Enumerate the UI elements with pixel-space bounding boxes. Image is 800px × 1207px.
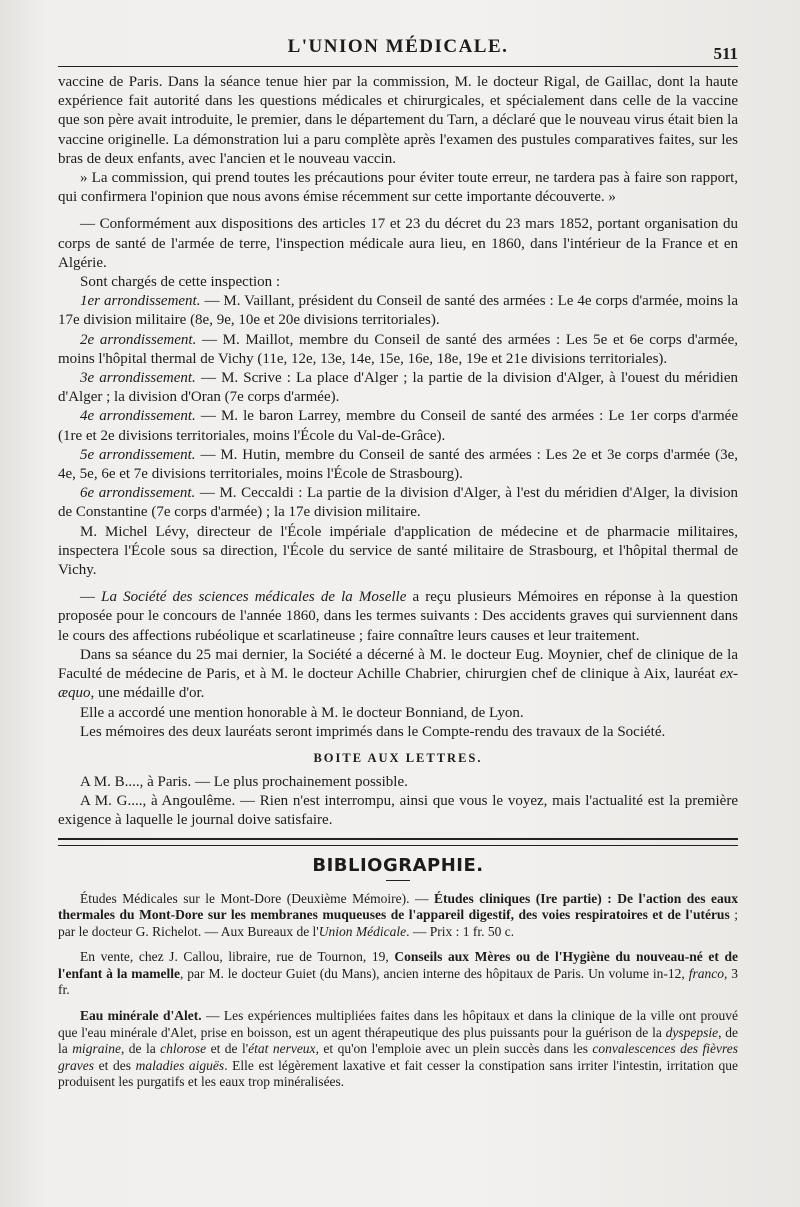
paragraph-memoires: Les mémoires des deux lauréats seront imprimés dans le Compte-rendu des travaux de la Société. xyxy=(80,723,666,740)
paragraph-award xyxy=(58,646,738,704)
bibliography-entry-hygiene xyxy=(58,949,738,999)
arrondissement-label: 4e arrondissement. xyxy=(80,408,196,425)
entry-title: Conseils aux Mères ou de l'Hygiène du nouveau-né et de l'enfant à la mamelle xyxy=(58,949,738,981)
entry-italic: état nerveux xyxy=(248,1041,316,1057)
entry-text: , de la xyxy=(120,1041,161,1057)
main-text xyxy=(58,73,738,742)
section-divider xyxy=(58,838,738,846)
page-number: 511 xyxy=(713,44,738,63)
entry-text: . Elle est légèrement laxative et fait cesser la constipation sans irriter l'intestin, irritation que produisent les purgatifs et les eaux trop minéralisées. xyxy=(58,1057,738,1090)
arrondissement-label: 2e arrondissement. xyxy=(80,331,197,348)
letter-2: A M. G...., à Angoulême. — Rien n'est interrompu, ainsi que vous le voyez, mais l'actualité est la première exigence à laquelle le journal doive satisfaire. xyxy=(58,793,738,829)
arrondissement-text: — M. Maillot, membre du Conseil de santé des armées : Les 5e et 6e corps d'armée, moins l'hôpital thermal de Vichy (11e, 12e, 13e, 14e, 15e, 16e, 18e, 19e et 21e divisions territoriales). xyxy=(58,331,738,367)
arrondissement-text: — M. Scrive : La place d'Alger ; la partie de la division d'Alger, à l'ouest du méridien d'Alger ; la division d'Oran (7e corps d'armée). xyxy=(58,370,738,406)
paragraph-decree: — Conformément aux dispositions des articles 17 et 23 du décret du 23 mars 1852, portant organisation du corps de santé de l'armée de terre, l'inspection médicale aura lieu, en 1860, dans l'intérieur de la France et en Algérie. xyxy=(58,216,738,271)
entry-italic: franco xyxy=(688,965,724,981)
letter-1: A M. B...., à Paris. — Le plus prochainement possible. xyxy=(80,773,408,790)
bibliography-entry-mont-dore xyxy=(58,891,738,941)
entry-text: , par M. le docteur Guiet (du Mans), ancien interne des hôpitaux de Paris. Un volume in-12, xyxy=(180,965,689,981)
arrondissement-text: — M. Ceccaldi : La partie de la division d'Alger, à l'est du méridien d'Alger, la division de Constantine (7e corps d'armée) ; la 17e division militaire. xyxy=(58,485,738,521)
paragraph-moselle-text: a reçu plusieurs Mémoires en réponse à la question proposée pour le concours de l'année 1860, dans les termes suivants : Des accidents graves qui surviennent dans le cours des affections rubéolique et scarlatineuse ; faire connaître leurs causes et leur traitement. xyxy=(58,589,739,644)
entry-italic: migraine xyxy=(72,1041,121,1057)
entry-italic: maladies aiguës xyxy=(135,1057,225,1073)
entry-text: et des xyxy=(94,1057,136,1073)
letters-section xyxy=(58,773,738,831)
entry-text: , et qu'on l'emploie avec un plein succès dans les xyxy=(315,1041,593,1057)
paragraph-vaccine: vaccine de Paris. Dans la séance tenue hier par la commission, M. le docteur Rigal, de Gaillac, dont la haute expérience fait autorité dans les questions médicales et chirurgicales, et spécialement dans celle de la vaccine que son père avait introduite, le premier, dans le département du Tarn, a déclaré que le nouveau virus était bien la vaccine originelle. La démonstration lui a paru complète après l'examen des pustules comparatives faites, sur les bras de deux enfants, avec l'ancien et le nouveau vaccin. xyxy=(58,74,738,167)
arrondissement-5 xyxy=(58,446,738,484)
arrondissement-label: 5e arrondissement. xyxy=(80,446,196,463)
entry-title: Études cliniques (Ire partie) : De l'action des eaux thermales du Mont-Dore sur les membranes muqueuses de l'appareil digestif, des voies respiratoires et de l'utérus xyxy=(58,890,739,923)
award-text-a: Dans sa séance du 25 mai dernier, la Société a décerné à M. le docteur Eug. Moynier, chef de clinique de la Faculté de médecine de Paris, et à M. le docteur Achille Chabrier, chirurgien chef de clinique à Aix, lauréat xyxy=(58,646,738,683)
arrondissement-text: — M. Hutin, membre du Conseil de santé des armées : Les 2e et 3e corps d'armée (3e, 4e, 5e, 6e et 7e divisions territoriales, moins l'École de Strasbourg). xyxy=(58,446,738,483)
entry-italic: convalescences des fièvres graves xyxy=(58,1041,738,1073)
society-name: La Société des sciences médicales de la Moselle xyxy=(101,589,407,606)
entry-text: ; par le docteur G. Richelot. — Aux Bureaux de l' xyxy=(58,907,738,939)
heading-rule xyxy=(386,880,410,881)
bibliography-entry-alet xyxy=(58,1008,738,1091)
entry-series: Études Médicales sur le Mont-Dore xyxy=(80,890,282,906)
arrondissement-4 xyxy=(58,407,738,445)
arrondissement-6 xyxy=(58,484,738,522)
letters-heading: BOITE AUX LETTRES. xyxy=(313,750,483,765)
entry-price: , 3 fr. xyxy=(58,965,739,998)
entry-text: (Deuxième Mémoire). — xyxy=(281,890,435,906)
arrondissement-2 xyxy=(58,331,738,369)
entry-title: Eau minérale d'Alet. xyxy=(80,1008,202,1024)
arrondissement-text: — M. Vaillant, président du Conseil de santé des armées : Le 4e corps d'armée, moins la 17e division militaire (8e, 9e, 10e et 20e divisions territoriales). xyxy=(58,293,738,329)
bibliography-section xyxy=(58,891,738,1092)
bibliography-heading: BIBLIOGRAPHIE. xyxy=(312,854,484,876)
arrondissement-text: — M. le baron Larrey, membre du Conseil de santé des armées : Le 1er corps d'armée (1re et 2e divisions territoriales, moins l'École du Val-de-Grâce). xyxy=(58,408,738,444)
paragraph-commission: » La commission, qui prend toutes les précautions pour éviter toute erreur, ne tardera pas à faire son rapport, qui confirmera l'opinion que nous avons émise récemment sur cette importante découverte. » xyxy=(58,170,738,206)
arrondissement-label: 6e arrondissement. xyxy=(80,485,196,502)
running-title: L'UNION MÉDICALE. xyxy=(287,36,509,57)
arrondissement-1 xyxy=(58,292,738,330)
award-italic: ex-æquo xyxy=(58,666,738,702)
arrondissement-label: 1er arrondissement. xyxy=(80,293,201,310)
entry-italic: dyspepsie xyxy=(665,1024,719,1040)
arrondissement-3 xyxy=(58,369,738,407)
entry-text: et de l' xyxy=(206,1041,249,1057)
page-header xyxy=(58,30,738,64)
paragraph-levy: M. Michel Lévy, directeur de l'École impériale d'application de médecine et de pharmacie militaires, inspectera l'École sous sa direction, l'École du service de santé militaire de Strasbourg, et l'hôpital thermal de Vichy. xyxy=(58,523,738,579)
entry-text: , de la xyxy=(58,1024,738,1057)
header-rule xyxy=(58,66,738,67)
paragraph-mention: Elle a accordé une mention honorable à M. le docteur Bonniand, de Lyon. xyxy=(80,704,524,721)
entry-price: . — Prix : 1 fr. 50 c. xyxy=(406,923,515,939)
entry-italic: chlorose xyxy=(160,1041,207,1057)
paragraph-inspectors: Sont chargés de cette inspection : xyxy=(80,274,281,291)
dash-lead: — xyxy=(80,589,102,606)
entry-text: En vente, chez J. Callou, libraire, rue de Tournon, 19, xyxy=(80,949,395,965)
entry-text: — Les expériences multipliées faites dans les hôpitaux et dans la clinique de la ville ont prouvé que l'eau minérale d'Alet, prise en boisson, est un agent thérapeutique des plus puissants pour la guérison de la xyxy=(58,1008,738,1040)
award-text-b: , une médaille d'or. xyxy=(90,685,205,702)
arrondissement-label: 3e arrondissement. xyxy=(80,370,196,387)
paragraph-moselle xyxy=(58,588,738,646)
entry-journal: Union Médicale xyxy=(318,923,407,939)
